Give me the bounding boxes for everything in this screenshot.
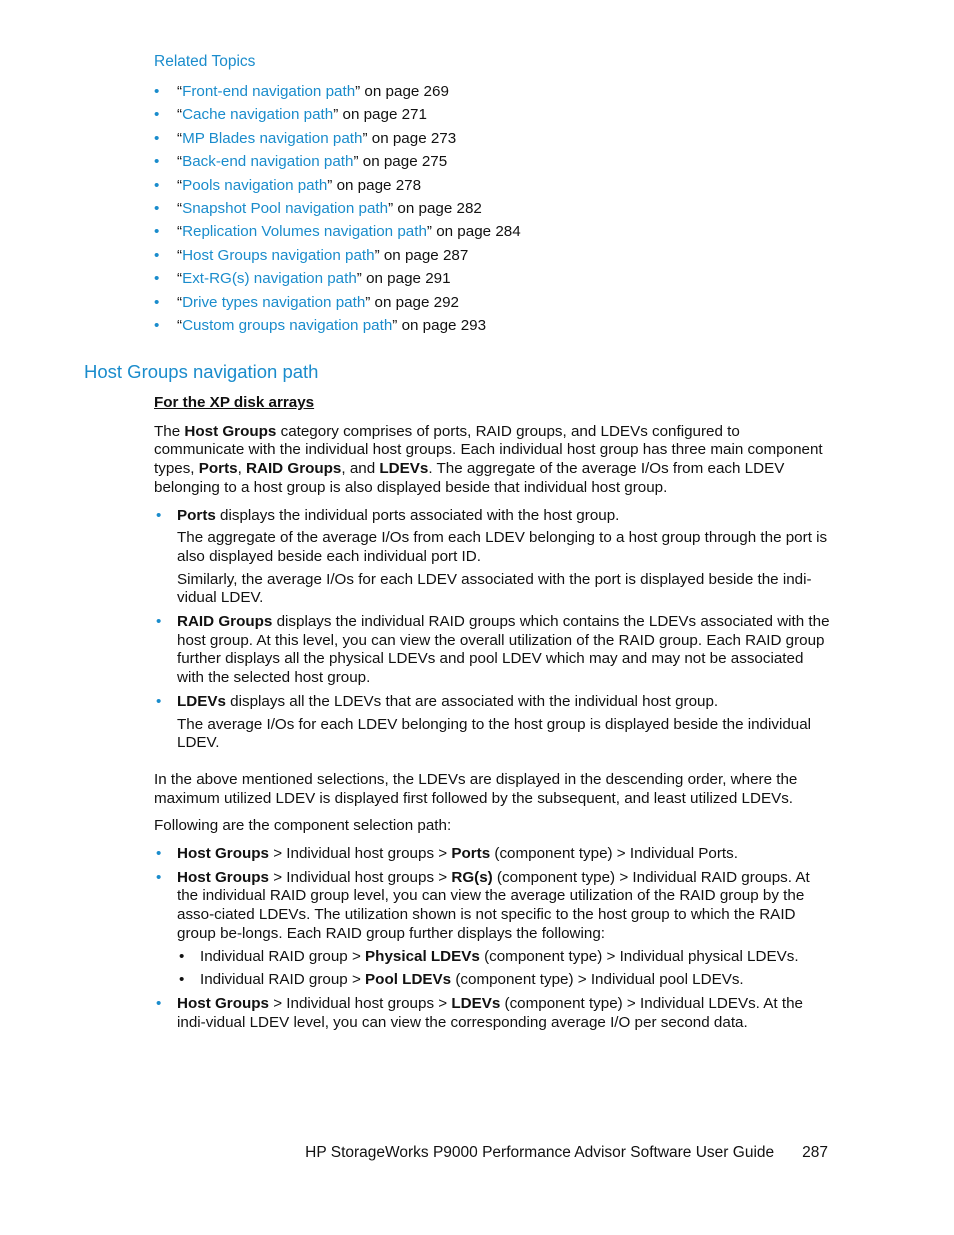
component-detail: The aggregate of the average I/Os from each LDEV belonging to a host group through the port is also displayed beside each individual port ID. — [177, 529, 828, 565]
related-topic-link[interactable]: Front-end navigation path — [182, 83, 356, 100]
related-topic-page: ” on page 273 — [362, 129, 457, 147]
intro-term: Ports — [198, 460, 238, 478]
component-term: Ports — [177, 506, 216, 524]
related-topics-title: Related Topics — [154, 53, 256, 70]
related-topic-item — [154, 197, 521, 220]
related-topic-item — [154, 127, 521, 150]
path-list — [154, 845, 830, 1032]
path-text: (component type) > Individual pool LDEVs. — [451, 971, 744, 989]
open-quote: “ — [177, 129, 183, 147]
related-topic-item — [154, 244, 521, 267]
related-topic-page: ” on page 271 — [333, 106, 427, 124]
path-text: (component type) > Individual physical LDEVs. — [479, 947, 799, 965]
bullet-icon: • — [154, 106, 160, 124]
component-item-ldevs — [154, 693, 830, 753]
intro-text: , and — [341, 460, 380, 478]
footer-title: HP StorageWorks P9000 Performance Advisor Software User Guide — [305, 1144, 775, 1161]
bullet-icon: • — [154, 223, 160, 241]
bullet-icon: • — [154, 316, 160, 334]
related-topic-link[interactable]: MP Blades navigation path — [182, 129, 363, 147]
component-list — [154, 507, 830, 753]
path-text: (component type) > Individual RAID groups. At the individual RAID group level, you can view the average utilization of the RAID group by the asso-ciated LDEVs. The utilization shown is not specific to the host group to which the RAID group be-longs. Each RAID group further displays the following: — [177, 868, 810, 942]
page-number: 287 — [802, 1144, 828, 1161]
bullet-icon: • — [154, 293, 160, 311]
open-quote: “ — [177, 270, 183, 288]
intro-term: RAID Groups — [246, 460, 342, 478]
path-text: > Individual host groups > — [268, 845, 452, 863]
related-topic-item — [154, 103, 521, 126]
open-quote: “ — [177, 199, 183, 217]
component-detail: Similarly, the average I/Os for each LDEV associated with the port is displayed beside the indi-vidual LDEV. — [177, 570, 812, 607]
component-detail: The average I/Os for each LDEV belonging to the host group is displayed beside the individual LDEV. — [177, 715, 812, 752]
path-item-ports — [154, 845, 830, 864]
page-footer — [305, 1144, 828, 1162]
path-term: Host Groups — [177, 845, 269, 863]
related-topic-link[interactable]: Drive types navigation path — [182, 293, 366, 311]
bullet-icon: • — [154, 270, 160, 288]
related-topic-item — [154, 220, 521, 243]
sub-item-physical-ldevs — [177, 948, 830, 967]
related-topic-link[interactable]: Custom groups navigation path — [182, 316, 393, 334]
bullet-icon: • — [154, 199, 160, 217]
open-quote: “ — [177, 293, 183, 311]
section-body — [154, 394, 830, 1041]
related-topic-link[interactable]: Back-end navigation path — [182, 153, 354, 171]
component-text: displays the individual ports associated with the host group. — [215, 506, 620, 524]
open-quote: “ — [177, 83, 183, 100]
component-text: displays the individual RAID groups which contains the LDEVs associated with the host group. At this level, you can view the overall utilization of the RAID group. Each RAID group further displays all the physical LDEVs and pool LDEV which may and may not be associated with the selected host group. — [177, 613, 830, 687]
related-topic-page: ” on page 275 — [353, 153, 448, 171]
bullet-icon: • — [154, 153, 160, 171]
raid-sublist — [177, 948, 830, 990]
related-topic-link[interactable]: Ext-RG(s) navigation path — [182, 270, 357, 288]
path-term: RG(s) — [451, 868, 493, 886]
related-topic-page: ” on page 284 — [426, 223, 521, 241]
open-quote: “ — [177, 153, 183, 171]
related-topic-page: ” on page 287 — [374, 246, 469, 264]
related-topic-page: ” on page 293 — [392, 316, 487, 334]
order-paragraph: In the above mentioned selections, the LDEVs are displayed in the descending order, where the maximum utilized LDEV is displayed first followed by the subsequent, and least utilized LDEVs. — [154, 770, 798, 807]
open-quote: “ — [177, 316, 183, 334]
related-topic-page: ” on page 269 — [355, 83, 449, 100]
related-topic-item — [154, 150, 521, 173]
path-term: Host Groups — [177, 994, 269, 1012]
path-text: Individual RAID group > — [200, 971, 366, 989]
path-text: > Individual host groups > — [268, 868, 452, 886]
open-quote: “ — [177, 223, 183, 241]
sub-item-pool-ldevs — [177, 971, 830, 990]
related-topic-item — [154, 291, 521, 314]
related-topic-item — [154, 314, 521, 337]
related-topic-item — [154, 174, 521, 197]
related-topics-list — [154, 80, 521, 337]
open-quote: “ — [177, 246, 183, 264]
path-item-raid-groups — [154, 869, 830, 990]
path-term: Physical LDEVs — [365, 947, 480, 965]
bullet-icon: • — [154, 176, 160, 194]
path-text: Individual RAID group > — [200, 947, 366, 965]
intro-text: category comprises of ports, RAID groups, and LDEVs configured to communicate with the individual host groups. Each individual host group has three main component types, — [154, 422, 823, 478]
component-item-raid-groups — [154, 613, 830, 688]
intro-term: Host Groups — [184, 422, 277, 440]
bullet-icon: • — [154, 83, 160, 100]
section-heading: Host Groups navigation path — [84, 361, 319, 382]
related-topic-page: ” on page 278 — [327, 176, 422, 194]
related-topic-item — [154, 80, 521, 103]
path-term: Ports — [451, 845, 491, 863]
subheading: For the XP disk arrays — [154, 394, 315, 411]
path-term: LDEVs — [451, 994, 501, 1012]
path-text: (component type) > Individual Ports. — [490, 845, 738, 863]
bullet-icon: • — [154, 246, 160, 264]
related-topic-item — [154, 267, 521, 290]
path-item-ldevs — [154, 995, 830, 1032]
intro-text: , — [237, 460, 247, 478]
related-topic-link[interactable]: Cache navigation path — [182, 106, 334, 124]
following-paragraph: Following are the component selection path: — [154, 817, 452, 835]
intro-text: . The aggregate of the average I/Os from each LDEV belonging to a host group is also displayed beside that individual host group. — [154, 460, 785, 496]
path-term: Host Groups — [177, 868, 269, 886]
open-quote: “ — [177, 176, 183, 194]
component-item-ports — [154, 507, 830, 609]
related-topic-link[interactable]: Pools navigation path — [182, 176, 328, 194]
component-text: displays all the LDEVs that are associated with the individual host group. — [225, 692, 719, 710]
related-topic-page: ” on page 282 — [388, 199, 482, 217]
path-text: > Individual host groups > — [268, 994, 452, 1012]
open-quote: “ — [177, 106, 183, 124]
related-topic-page: ” on page 292 — [365, 293, 460, 311]
component-term: LDEVs — [177, 692, 226, 710]
intro-paragraph — [154, 423, 830, 498]
related-topic-link[interactable]: Replication Volumes navigation path — [182, 223, 427, 241]
intro-term: LDEVs — [379, 460, 429, 478]
path-term: Pool LDEVs — [365, 971, 452, 989]
path-text: (component type) > Individual LDEVs. At the indi-vidual LDEV level, you can view the corresponding average I/O per second data. — [177, 994, 803, 1031]
intro-text: The — [154, 422, 185, 440]
bullet-icon: • — [154, 129, 160, 147]
component-term: RAID Groups — [177, 613, 273, 631]
related-topic-link[interactable]: Snapshot Pool navigation path — [182, 199, 389, 217]
related-topic-link[interactable]: Host Groups navigation path — [182, 246, 375, 264]
related-topic-page: ” on page 291 — [356, 270, 451, 288]
